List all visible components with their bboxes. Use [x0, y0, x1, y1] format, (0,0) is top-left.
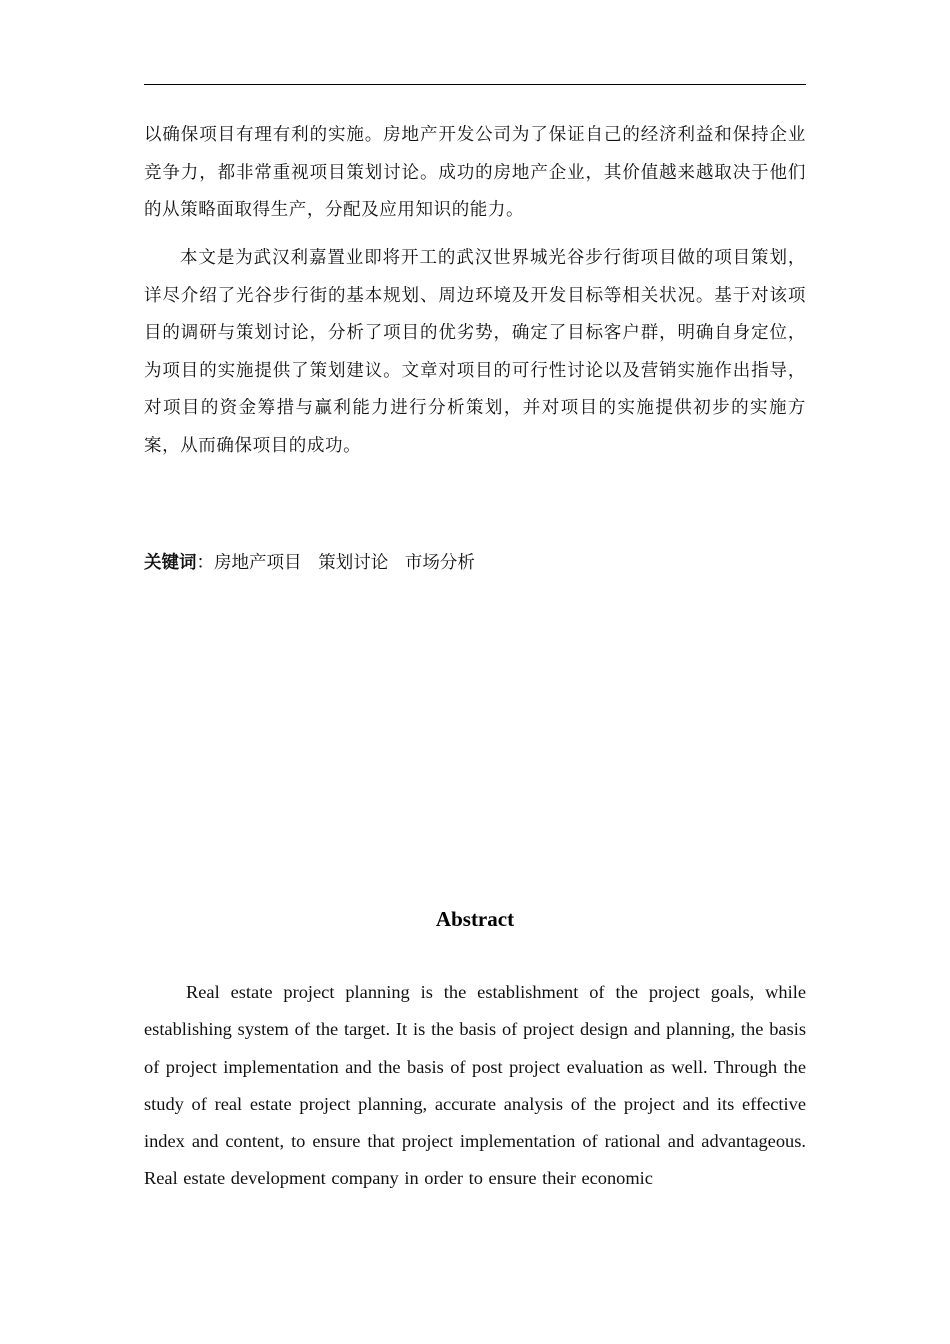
header-rule	[144, 84, 806, 85]
keywords-line	[144, 548, 806, 578]
english-abstract-paragraph-1: Real estate project planning is the establishment of the project goals, while establishing system of the target. It is the basis of project design and planning, the basis of project implementation and the basis of post project evaluation as well. Through the study of real estate project planning, accurate analysis of the project and its effective index and content, to ensure that project implementation of rational and advantageous. Real estate development company in order to ensure their economic	[144, 982, 806, 1189]
chinese-abstract-paragraph-2: 本文是为武汉利嘉置业即将开工的武汉世界城光谷步行街项目做的项目策划，详尽介绍了光谷步行街的基本规划、周边环境及开发目标等相关状况。基于对该项目的调研与策划讨论，分析了项目的优劣势，确定了目标客户群，明确自身定位，为项目的实施提供了策划建议。文章对项目的可行性讨论以及营销实施作出指导，对项目的资金筹措与赢利能力进行分析策划，并对项目的实施提供初步的实施方案，从而确保项目的成功。	[144, 248, 806, 456]
chinese-abstract-paragraph-1: 以确保项目有理有利的实施。房地产开发公司为了保证自己的经济利益和保持企业竞争力，都非常重视项目策划讨论。成功的房地产企业，其价值越来越取决于他们的从策略面取得生产，分配及应用知识的能力。	[144, 125, 806, 220]
keywords-separator: ：	[196, 553, 214, 573]
abstract-heading: Abstract	[435, 907, 515, 931]
keywords-label: 关键词	[144, 553, 197, 573]
keywords-terms: 房地产项目 策划讨论 市场分析	[214, 553, 475, 573]
